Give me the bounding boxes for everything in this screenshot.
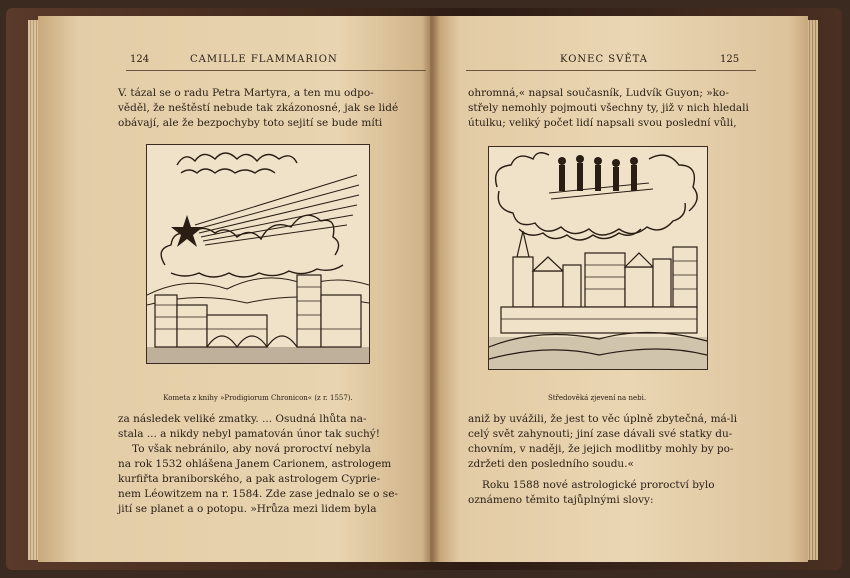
text-line: na rok 1532 ohlášena Janem Carionem, astrologem bbox=[118, 458, 392, 470]
text-line: kurfiřta braniborského, a pak astrologem Cyprie- bbox=[118, 473, 381, 485]
left-top-text bbox=[118, 86, 430, 131]
book-gutter bbox=[422, 16, 440, 562]
right-bottom-text bbox=[468, 412, 770, 508]
left-page bbox=[38, 16, 430, 562]
text-line: obávají, ale že bezpochyby toto sejití se bude míti bbox=[118, 117, 383, 129]
text-line: chovním, v naději, že jejich modlitby mohly by po- bbox=[468, 443, 734, 455]
text-line: nem Léowitzem na r. 1584. Zde zase jednalo se o se- bbox=[118, 488, 398, 500]
comet-woodcut bbox=[146, 144, 370, 364]
text-line: V. tázal se o radu Petra Martyra, a ten mu odpo- bbox=[118, 87, 374, 99]
text-line: zdržeti den posledního soudu.« bbox=[468, 458, 634, 470]
text-line: celý svět zahynouti; jiní zase dávali své statky du- bbox=[468, 428, 733, 440]
right-figure-caption: Středověká zjevení na nebi. bbox=[547, 394, 647, 402]
left-running-head: CAMILLE FLAMMARION bbox=[190, 54, 338, 65]
text-line: oznámeno těmito tajůplnými slovy: bbox=[468, 494, 654, 506]
head-rule bbox=[126, 70, 426, 71]
right-running-head: KONEC SVĚTA bbox=[560, 54, 648, 65]
text-line: jití se planet a o potopu. »Hrůza mezi lidem byla bbox=[118, 503, 377, 515]
left-figure-caption: Kometa z knihy »Prodigiorum Chronicon« (z r. 1557). bbox=[163, 394, 353, 402]
right-page-number: 125 bbox=[720, 54, 740, 65]
text-line: Roku 1588 nové astrologické proroctví bylo bbox=[482, 479, 715, 491]
text-line: střely nemohly pojmouti všechny ty, již v nich hledali bbox=[468, 102, 749, 114]
left-bottom-text bbox=[118, 412, 430, 517]
left-page-number: 124 bbox=[130, 54, 150, 65]
sky-apparitions-woodcut bbox=[488, 146, 708, 370]
text-line: útulku; veliký počet lidí napsali svou poslední vůli, bbox=[468, 117, 737, 129]
text-line: To však nebránilo, aby nová proroctví nebyla bbox=[132, 443, 371, 455]
text-line: stala ... a nikdy nebyl pamatován únor tak suchý! bbox=[118, 428, 380, 440]
right-page bbox=[430, 16, 808, 562]
text-line: věděl, že neštěstí nebude tak zkázonosné, jak se lidé bbox=[118, 102, 399, 114]
head-rule bbox=[466, 70, 756, 71]
text-line: za následek veliké zmatky. ... Osudná lhůta na- bbox=[118, 413, 367, 425]
text-line: aniž by uvážili, že jest to věc úplně zbytečná, má-li bbox=[468, 413, 738, 425]
text-line: ohromná,« napsal současník, Ludvík Guyon; »ko- bbox=[468, 87, 729, 99]
right-top-text bbox=[468, 86, 770, 131]
